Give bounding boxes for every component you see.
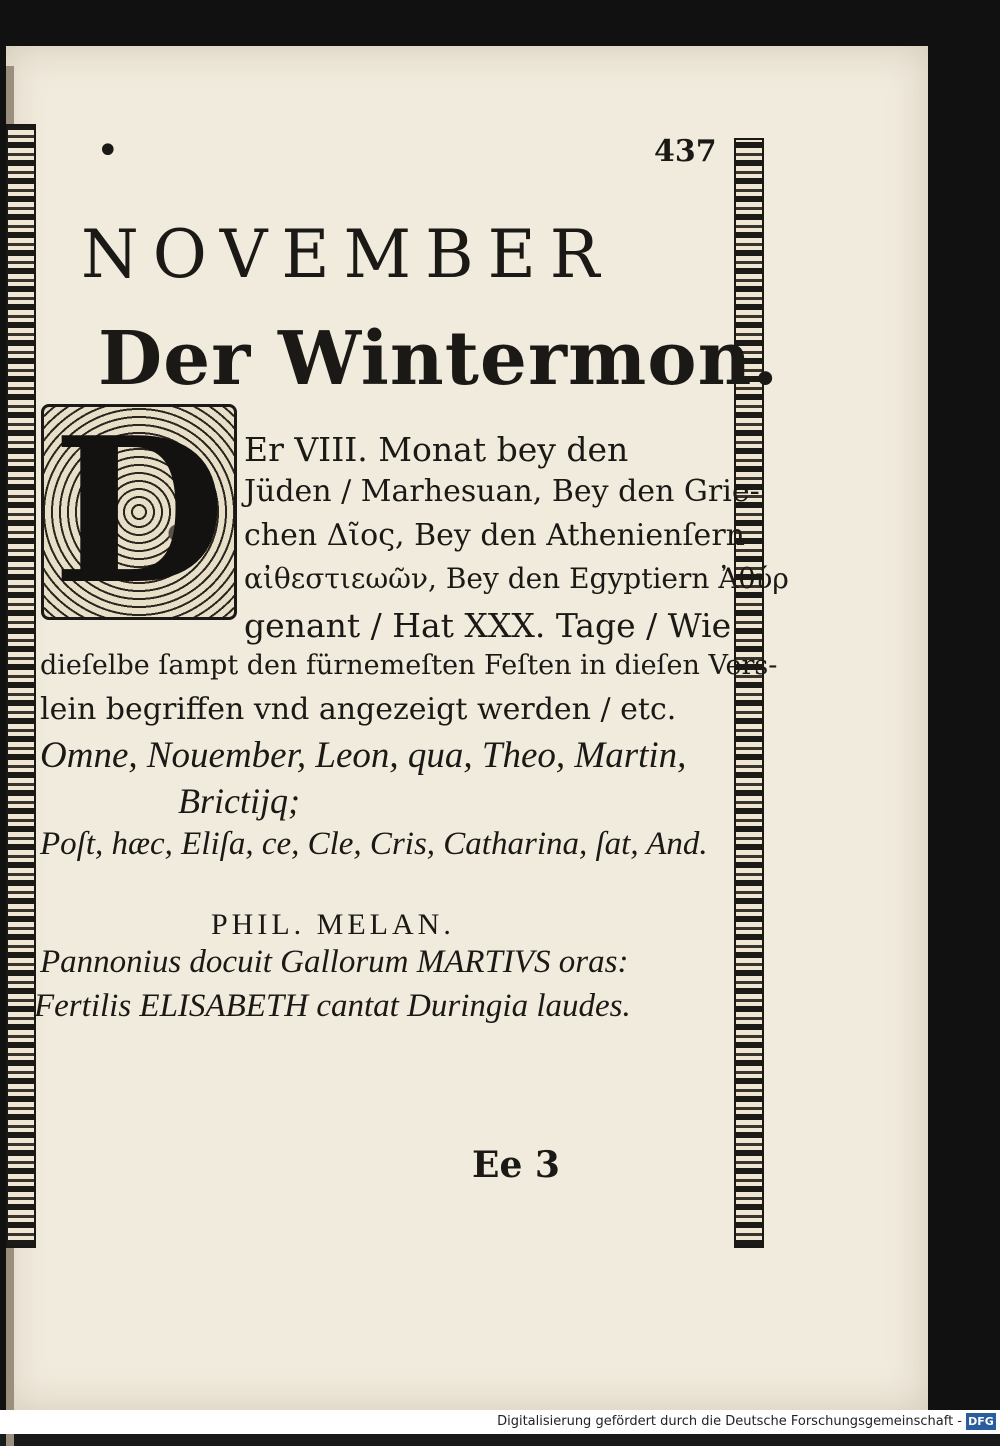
- body-line: αἰθεστιεωῶν, Bey den Egyptiern Ἀθύρ: [244, 562, 789, 595]
- body-line: Jüden / Marhesuan, Bey den Grie-: [244, 474, 760, 509]
- body-line: chen Δῖος, Bey den Athenienſern: [244, 518, 745, 553]
- page-title: NOVEMBER: [81, 216, 614, 293]
- body-line: dieſelbe ſampt den fürnemeſten Feſten in dieſen Vers-: [40, 650, 778, 681]
- page-subtitle: Der Wintermon.: [98, 316, 780, 402]
- body-line: lein begriffen vnd angezeigt werden / etc.: [40, 692, 677, 727]
- verse-line: Poſt, hæc, Eliſa, ce, Cle, Cris, Catharina, ſat, And.: [40, 826, 708, 862]
- dfg-logo: DFG: [966, 1413, 996, 1430]
- closing-line: Pannonius docuit Gallorum MARTIVS oras:: [40, 944, 629, 980]
- footer-text: Digitalisierung gefördert durch die Deutsche Forschungsgemeinschaft -: [497, 1414, 962, 1429]
- body-line: Er VIII. Monat bey den: [244, 430, 629, 469]
- page-content: [6, 46, 928, 1410]
- decorated-initial: [41, 394, 237, 629]
- verse-line: Omne, Nouember, Leon, qua, Theo, Martin,: [40, 735, 687, 776]
- page-number: 437: [654, 134, 717, 169]
- title-dot: •: [96, 128, 120, 174]
- signature: PHIL. MELAN.: [211, 908, 455, 941]
- initial-letter: D: [52, 394, 226, 629]
- closing-line: Fertilis ELISABETH cantat Duringia laudes.: [34, 988, 631, 1024]
- verse-line: Brictijq;: [178, 781, 300, 821]
- book-page: [6, 46, 928, 1410]
- body-line: genant / Hat XXX. Tage / Wie: [244, 606, 732, 645]
- digitization-footer: [0, 1410, 1000, 1434]
- catchword: Ee 3: [472, 1144, 560, 1186]
